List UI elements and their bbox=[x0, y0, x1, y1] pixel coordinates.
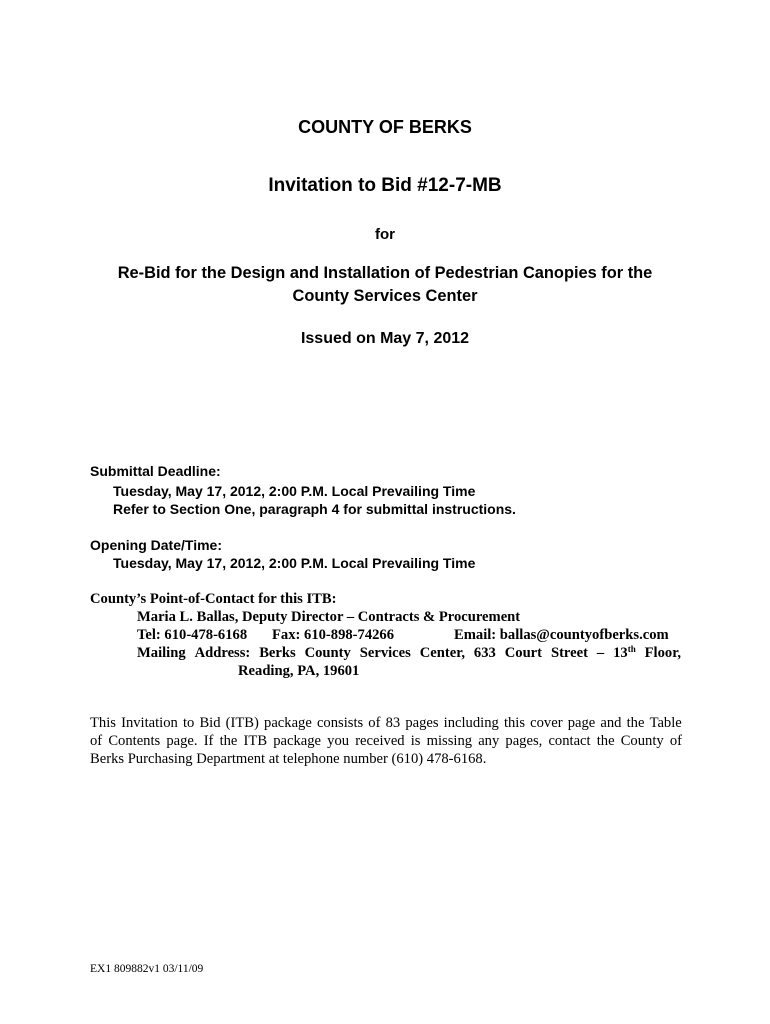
mailing-word: Center, bbox=[419, 645, 465, 661]
itb-number-heading: Invitation to Bid #12-7-MB bbox=[268, 175, 502, 196]
note-word: consists bbox=[316, 715, 364, 731]
note-word: is bbox=[410, 733, 421, 749]
mailing-word: Address: bbox=[194, 645, 251, 661]
submittal-deadline-heading: Submittal Deadline: bbox=[90, 463, 221, 479]
note-word: package bbox=[264, 715, 312, 731]
package-note-line-3: Berks Purchasing Department at telephone number (610) 478-6168. bbox=[90, 751, 487, 767]
contact-fax: Fax: 610-898-74266 bbox=[272, 627, 395, 643]
note-word: missing bbox=[426, 733, 473, 749]
mailing-word: Berks bbox=[259, 645, 296, 661]
mailing-word: County bbox=[304, 645, 351, 661]
note-word: package bbox=[273, 733, 322, 749]
note-word: page bbox=[567, 715, 596, 731]
mailing-word: Mailing bbox=[137, 645, 186, 661]
note-word: Table bbox=[649, 715, 682, 731]
note-word: Bid bbox=[199, 715, 221, 731]
submittal-deadline-datetime: Tuesday, May 17, 2012, 2:00 P.M. Local Prevailing Time bbox=[113, 483, 476, 499]
note-word: of bbox=[90, 733, 103, 749]
for-label: for bbox=[375, 226, 395, 243]
mailing-word: 633 bbox=[473, 645, 496, 661]
floor-number: 13 bbox=[613, 645, 628, 661]
contact-city: Reading, PA, 19601 bbox=[238, 663, 360, 679]
note-word: 83 bbox=[385, 715, 401, 731]
mailing-word: Services bbox=[359, 645, 411, 661]
submittal-instructions-note: Refer to Section One, paragraph 4 for submittal instructions. bbox=[113, 501, 516, 517]
note-word: including bbox=[443, 715, 499, 731]
note-word: cover bbox=[530, 715, 563, 731]
county-heading: COUNTY OF BERKS bbox=[298, 117, 472, 137]
opening-datetime-value: Tuesday, May 17, 2012, 2:00 P.M. Local Prevailing Time bbox=[113, 555, 476, 571]
contact-email: Email: ballas@countyofberks.com bbox=[454, 627, 669, 643]
note-word: you bbox=[327, 733, 350, 749]
contact-name: Maria L. Ballas, Deputy Director – Contracts & Procurement bbox=[137, 609, 521, 625]
note-word: ITB bbox=[243, 733, 268, 749]
note-word: Contents bbox=[108, 733, 161, 749]
note-word: contact bbox=[548, 733, 591, 749]
point-of-contact-heading: County’s Point-of-Contact for this ITB: bbox=[90, 591, 337, 607]
note-word: the bbox=[596, 733, 615, 749]
footer-document-id: EX1 809882v1 03/11/09 bbox=[90, 963, 204, 975]
package-note-line-2 bbox=[90, 733, 682, 750]
note-word: received bbox=[355, 733, 405, 749]
note-word: of bbox=[368, 715, 381, 731]
note-word: the bbox=[219, 733, 238, 749]
note-word: Invitation bbox=[121, 715, 178, 731]
note-word: any bbox=[478, 733, 500, 749]
bid-title-line-1: Re-Bid for the Design and Installation of Pedestrian Canopies for the bbox=[117, 264, 653, 282]
note-word: If bbox=[203, 733, 214, 749]
mailing-word: Court bbox=[504, 645, 543, 661]
contact-mailing-address bbox=[137, 645, 681, 662]
note-word: pages, bbox=[505, 733, 543, 749]
bid-title-line-2: County Services Center bbox=[292, 287, 478, 305]
opening-datetime-heading: Opening Date/Time: bbox=[90, 537, 222, 553]
mailing-word: Street bbox=[550, 645, 588, 661]
issued-date: Issued on May 7, 2012 bbox=[300, 330, 470, 347]
mailing-floor bbox=[613, 645, 636, 662]
note-word: This bbox=[90, 715, 116, 731]
mailing-word: – bbox=[596, 645, 605, 661]
note-word: the bbox=[626, 715, 645, 731]
note-word: pages bbox=[405, 715, 439, 731]
mailing-word: Floor, bbox=[644, 645, 681, 661]
note-word: this bbox=[503, 715, 526, 731]
note-word: and bbox=[600, 715, 622, 731]
note-word: (ITB) bbox=[225, 715, 259, 731]
note-word: County bbox=[620, 733, 664, 749]
contact-telephone: Tel: 610-478-6168 bbox=[137, 627, 248, 643]
floor-superscript: th bbox=[627, 644, 636, 654]
note-word: page. bbox=[166, 733, 198, 749]
note-word: of bbox=[669, 733, 682, 749]
package-note-line-1 bbox=[90, 715, 682, 732]
note-word: to bbox=[182, 715, 195, 731]
